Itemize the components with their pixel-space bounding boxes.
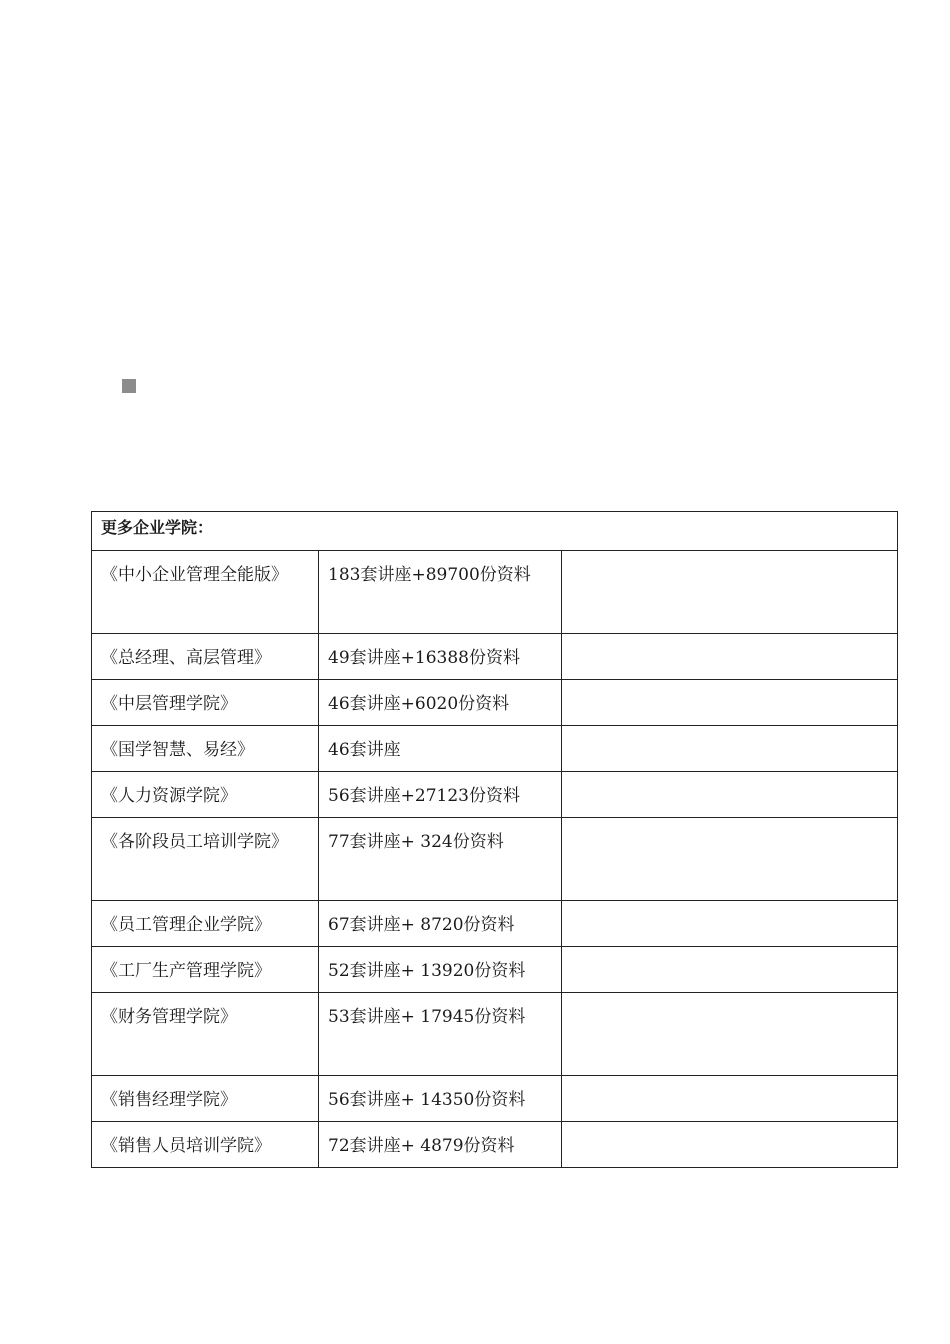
table-row	[92, 680, 898, 726]
academy-name: 《各阶段员工培训学院》	[92, 818, 319, 901]
table-row	[92, 901, 898, 947]
academy-name: 《工厂生产管理学院》	[92, 947, 319, 993]
academy-note	[562, 1076, 898, 1122]
academy-note	[562, 772, 898, 818]
table-header: 更多企业学院：	[92, 512, 898, 551]
academy-note	[562, 551, 898, 634]
table-row	[92, 947, 898, 993]
academy-name: 《中层管理学院》	[92, 680, 319, 726]
academy-content: 72套讲座+ 4879份资料	[319, 1122, 562, 1168]
table-row	[92, 634, 898, 680]
square-bullet-icon	[122, 379, 136, 393]
academy-note	[562, 634, 898, 680]
academy-content: 77套讲座+ 324份资料	[319, 818, 562, 901]
table-header-row	[92, 512, 898, 551]
academy-content: 46套讲座+6020份资料	[319, 680, 562, 726]
academy-content: 56套讲座+27123份资料	[319, 772, 562, 818]
table-row	[92, 993, 898, 1076]
academy-name: 《员工管理企业学院》	[92, 901, 319, 947]
academy-content: 56套讲座+ 14350份资料	[319, 1076, 562, 1122]
academy-content: 183套讲座+89700份资料	[319, 551, 562, 634]
table-row	[92, 726, 898, 772]
academy-note	[562, 947, 898, 993]
table-row	[92, 1122, 898, 1168]
academy-name: 《人力资源学院》	[92, 772, 319, 818]
academy-content: 53套讲座+ 17945份资料	[319, 993, 562, 1076]
academy-note	[562, 818, 898, 901]
academy-name: 《财务管理学院》	[92, 993, 319, 1076]
academy-content: 52套讲座+ 13920份资料	[319, 947, 562, 993]
academy-name: 《销售人员培训学院》	[92, 1122, 319, 1168]
academy-content: 67套讲座+ 8720份资料	[319, 901, 562, 947]
academy-name: 《销售经理学院》	[92, 1076, 319, 1122]
table-row	[92, 551, 898, 634]
academy-table	[91, 511, 898, 1168]
academy-content: 49套讲座+16388份资料	[319, 634, 562, 680]
academy-name: 《总经理、高层管理》	[92, 634, 319, 680]
academy-note	[562, 726, 898, 772]
academy-content: 46套讲座	[319, 726, 562, 772]
academy-note	[562, 901, 898, 947]
table-row	[92, 772, 898, 818]
academy-name: 《中小企业管理全能版》	[92, 551, 319, 634]
table-row	[92, 1076, 898, 1122]
table-row	[92, 818, 898, 901]
academy-note	[562, 1122, 898, 1168]
academy-note	[562, 680, 898, 726]
academy-note	[562, 993, 898, 1076]
academy-name: 《国学智慧、易经》	[92, 726, 319, 772]
